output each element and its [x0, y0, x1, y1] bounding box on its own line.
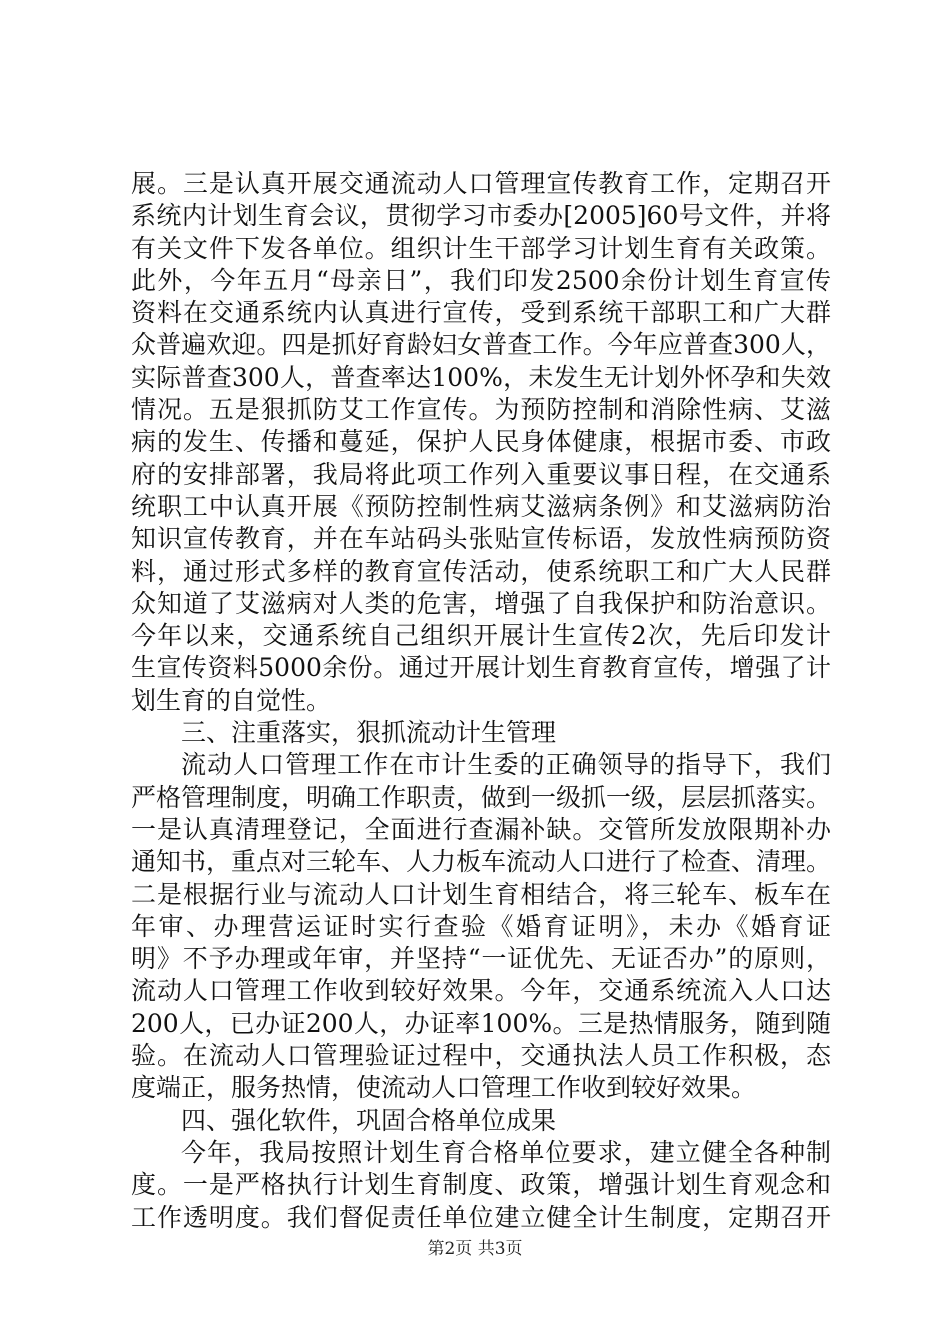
text-line: 众普遍欢迎。四是抓好育龄妇女普查工作。今年应普查300人，	[131, 330, 831, 360]
text-line: 200人，已办证200人，办证率100%。三是热情服务，随到随	[131, 1008, 831, 1038]
text-line: 府的安排部署，我局将此项工作列入重要议事日程，在交通系	[131, 459, 831, 489]
text-line: 划生育的自觉性。	[131, 685, 332, 715]
text-line: 通知书，重点对三轮车、人力板车流动人口进行了检查、清理。	[131, 847, 832, 877]
text-line: 有关文件下发各单位。组织计生干部学习计划生育有关政策。	[131, 233, 831, 263]
text-line: 资料在交通系统内认真进行宣传，受到系统干部职工和广大群	[131, 298, 831, 328]
text-line: 展。三是认真开展交通流动人口管理宣传教育工作，定期召开	[131, 169, 831, 198]
text-line: 此外，今年五月“母亲日”，我们印发2500余份计划生育宣传	[131, 265, 831, 295]
text-line: 今年，我局按照计划生育合格单位要求，建立健全各种制	[181, 1137, 831, 1167]
text-line: 今年以来，交通系统自己组织开展计生宣传2次，先后印发计	[131, 621, 831, 651]
text-line: 流动人口管理工作在市计生委的正确领导的指导下，我们	[181, 750, 831, 780]
text-line: 一是认真清理登记，全面进行查漏补缺。交管所发放限期补办	[131, 814, 831, 844]
document-body	[131, 168, 831, 1234]
text-line: 度。一是严格执行计划生育制度、政策，增强计划生育观念和	[131, 1170, 831, 1200]
section-heading: 四、强化软件，巩固合格单位成果	[181, 1105, 557, 1135]
text-line: 明》不予办理或年审，并坚持“一证优先、无证否办”的原则，	[131, 944, 831, 974]
page-footer: 第2页 共3页	[427, 1239, 523, 1259]
text-line: 实际普查300人，普查率达100%，未发生无计划外怀孕和失效	[131, 362, 831, 392]
text-line: 工作透明度。我们督促责任单位建立健全计生制度，定期召开	[131, 1202, 831, 1232]
text-line: 流动人口管理工作收到较好效果。今年，交通系统流入人口达	[131, 976, 831, 1006]
text-line: 年审、办理营运证时实行查验《婚育证明》，未办《婚育证	[131, 911, 831, 941]
text-line: 统职工中认真开展《预防控制性病艾滋病条例》和艾滋病防治	[131, 491, 831, 521]
section-heading: 三、注重落实，狠抓流动计生管理	[181, 718, 557, 748]
text-line: 二是根据行业与流动人口计划生育相结合，将三轮车、板车在	[131, 879, 831, 909]
text-line: 众知道了艾滋病对人类的危害，增强了自我保护和防治意识。	[131, 588, 831, 618]
text-line: 系统内计划生育会议，贯彻学习市委办[2005]60号文件，并将	[131, 201, 831, 231]
text-line: 严格管理制度，明确工作职责，做到一级抓一级，层层抓落实。	[131, 782, 832, 812]
text-line: 生宣传资料5000余份。通过开展计划生育教育宣传，增强了计	[131, 653, 831, 683]
text-line: 验。在流动人口管理验证过程中，交通执法人员工作积极，态	[131, 1041, 831, 1071]
text-line: 料，通过形式多样的教育宣传活动，使系统职工和广大人民群	[131, 556, 831, 586]
text-line: 度端正，服务热情，使流动人口管理工作收到较好效果。	[131, 1073, 757, 1103]
text-line: 情况。五是狠抓防艾工作宣传。为预防控制和消除性病、艾滋	[131, 395, 831, 425]
text-line: 病的发生、传播和蔓延，保护人民身体健康，根据市委、市政	[131, 427, 831, 457]
text-line: 知识宣传教育，并在车站码头张贴宣传标语，发放性病预防资	[131, 524, 831, 554]
